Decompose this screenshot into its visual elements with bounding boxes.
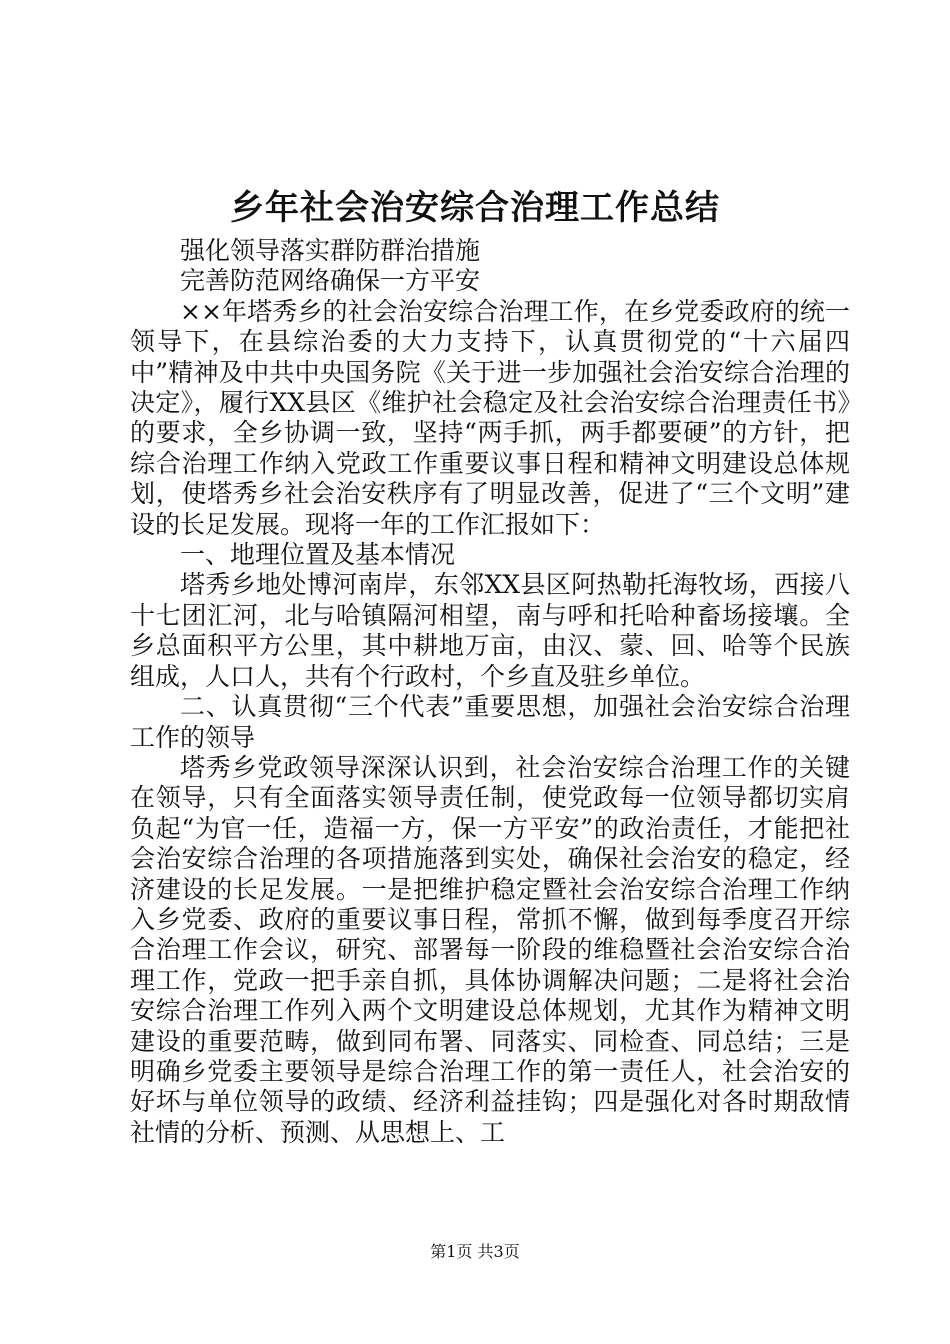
section-heading-2: 二、认真贯彻“三个代表”重要思想，加强社会治安综合治理工作的领导 xyxy=(130,692,850,752)
document-body xyxy=(130,236,850,1148)
subtitle-line-1: 强化领导落实群防群治措施 xyxy=(180,236,481,265)
page-footer: 第1页 共3页 xyxy=(430,1242,520,1261)
section-heading-1: 一、地理位置及基本情况 xyxy=(180,540,456,570)
section-paragraph-1: 塔秀乡地处博河南岸，东邻XX县区阿热勒托海牧场，西接八十七团汇河，北与哈镇隔河相望，南与呼和托哈种畜场接壤。全乡总面积平方公里，其中耕地万亩，由汉、蒙、回、哈等个民族组成，人口人，共有个行政村，个乡直及驻乡单位。 xyxy=(130,570,850,691)
subtitle-line-2: 完善防范网络确保一方平安 xyxy=(180,266,481,296)
section-paragraph-2: 塔秀乡党政领导深深认识到，社会治安综合治理工作的关键在领导，只有全面落实领导责任制，使党政每一位领导都切实肩负起“为官一任，造福一方，保一方平安”的政治责任，才能把社会治安综合治理的各项措施落到实处，确保社会治安的稳定，经济建设的长足发展。一是把维护稳定暨社会治安综合治理工作纳入乡党委、政府的重要议事日程，常抓不懈，做到每季度召开综合治理工作会议，研究、部署每一阶段的维稳暨社会治安综合治理工作，党政一把手亲自抓，具体协调解决问题；二是将社会治安综合治理工作列入两个文明建设总体规划，尤其作为精神文明建设的重要范畴，做到同布署、同落实、同检查、同总结；三是明确乡党委主要领导是综合治理工作的第一责任人，社会治安的好坏与单位领导的政绩、经济利益挂钩；四是强化对各时期敌情社情的分析、预测、从思想上、工 xyxy=(130,752,850,1147)
document-title: 乡年社会治安综合治理工作总结 xyxy=(230,188,720,228)
intro-paragraph: ××年塔秀乡的社会治安综合治理工作，在乡党委政府的统一领导下，在县综治委的大力支持下，认真贯彻党的“十六届四中”精神及中共中央国务院《关于进一步加强社会治安综合治理的决定》，履行XX县区《维护社会稳定及社会治安综合治理责任书》的要求，全乡协调一致，坚持“两手抓，两手都要硬”的方针，把综合治理工作纳入党政工作重要议事日程和精神文明建设总体规划，使塔秀乡社会治安秩序有了明显改善，促进了“三个文明”建设的长足发展。现将一年的工作汇报如下： xyxy=(130,296,850,539)
